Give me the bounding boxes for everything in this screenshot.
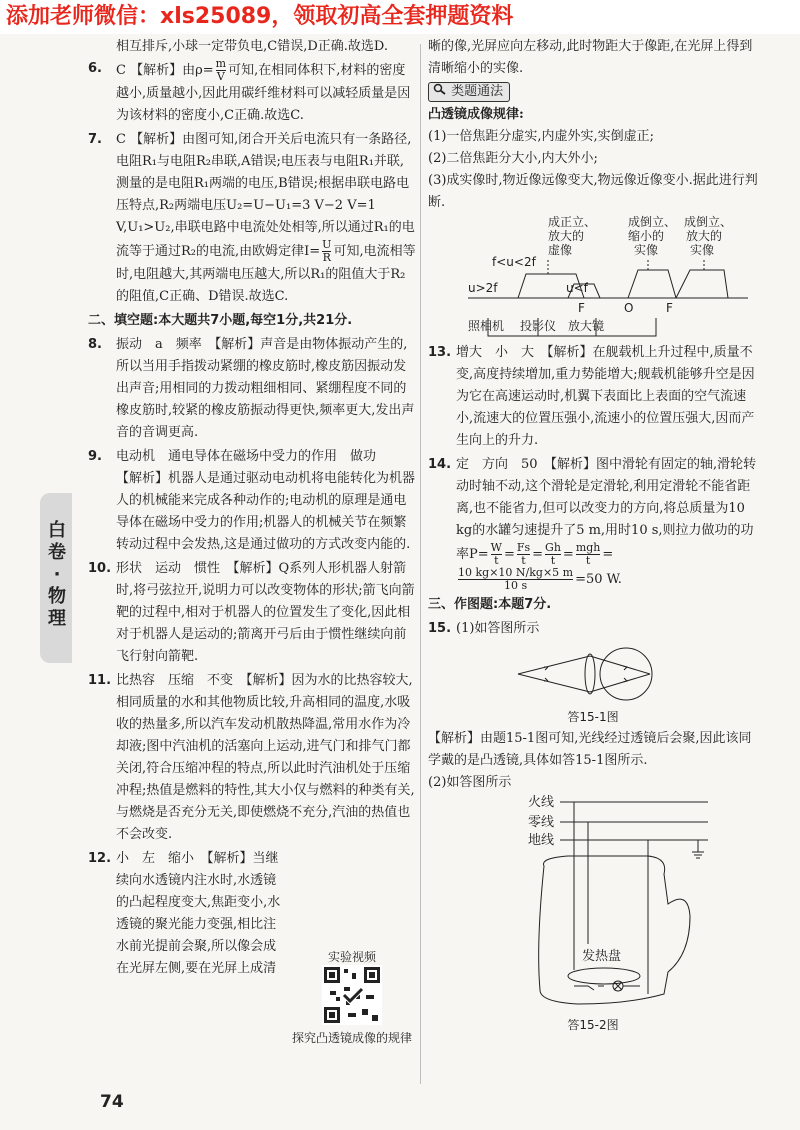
eye-lens-diagram bbox=[428, 642, 758, 706]
question-15 bbox=[428, 618, 758, 640]
q14-f5-den: 10 s bbox=[503, 579, 528, 592]
label-reduced-3: 实像 bbox=[634, 243, 659, 257]
q13-text: 增大 小 大 【解析】在舰载机上升过程中,质量不变,高度持续增加,重力势能增大;舰载机能够升空是因为它在高速运动时,机翼下表面比上表面的空气流速小,流速大的位置压强小,流速小的位置压强大,因而产生向上的升力. bbox=[456, 345, 755, 448]
q6-text-b: 可知,在相同体积下,材料的密度越小,质量越小,因此用碳纤维材料可以减轻质量是因为该材料的密度小,C正确.故选C. bbox=[116, 63, 411, 123]
q14-f1-den: t bbox=[494, 554, 499, 567]
q14-f4-den: t bbox=[585, 554, 591, 567]
label-reduced-1: 成倒立、 bbox=[628, 215, 677, 229]
heater-label: 发热盘 bbox=[582, 949, 622, 964]
question-8 bbox=[88, 334, 416, 444]
question-6 bbox=[88, 58, 416, 127]
tip-line-3: (3)成实像时,物近像远像变大,物远像近像变小.据此进行判断. bbox=[428, 173, 758, 210]
mark-f-right: F bbox=[666, 301, 673, 315]
question-9 bbox=[88, 446, 416, 556]
lens-rule-diagram bbox=[428, 214, 758, 342]
cond-beyond-2f: u>2f bbox=[468, 281, 498, 295]
cond-within-f: u<f bbox=[566, 281, 588, 295]
tip-badge bbox=[428, 82, 510, 102]
mark-f-left: F bbox=[578, 301, 585, 315]
question-13 bbox=[428, 342, 758, 452]
tip-badge-label: 类题通法 bbox=[451, 84, 504, 99]
q14-f4-num: mgh bbox=[575, 541, 601, 554]
cond-between-f-2f: f<u<2f bbox=[492, 255, 536, 269]
q14-frac-1 bbox=[491, 542, 502, 567]
q12-number: 12. bbox=[88, 851, 112, 866]
label-upright-1: 成正立、 bbox=[548, 215, 597, 229]
q6-text-a: C 【解析】由ρ= bbox=[116, 63, 214, 78]
q6-number: 6. bbox=[88, 61, 102, 76]
q14-frac-4 bbox=[576, 542, 601, 567]
q14-f2-num: Fs bbox=[516, 541, 531, 554]
magnifier-icon bbox=[433, 83, 447, 95]
tip-box bbox=[428, 80, 758, 214]
qr-top-label: 实验视频 bbox=[327, 950, 376, 964]
q12-continuation: 晰的像,光屏应向左移动,此时物距大于像距,在光屏上得到清晰缩小的实像. bbox=[428, 39, 753, 76]
caption-15-2: 答15-2图 bbox=[567, 1018, 619, 1032]
q14-frac-3 bbox=[545, 542, 561, 567]
right-column bbox=[428, 36, 758, 1036]
q12-text: 小 左 缩小 【解析】当继续向水透镜内注水时,水透镜的凸起程度变大,焦距变小,水透镜的聚光能力变强,相比注水前光提前会聚,所以像会成在光屏左侧,要在光屏上成清 bbox=[116, 851, 281, 976]
q14-f5-num: 10 kg×10 N/kg×5 m bbox=[458, 566, 574, 579]
label-enlarged-2: 放大的 bbox=[686, 229, 723, 243]
q15-part1: (1)如答图所示 bbox=[456, 621, 540, 636]
q9-analysis: 【解析】机器人是通过驱动电动机将电能转化为机器人的机械能来完成各种动作的;电动机的原理是通电导体在磁场中受力的作用;机器人的机械关节在频繁转动过程中会发热,这是通过做功的方式改变内能的. bbox=[116, 471, 416, 552]
q11-number: 11. bbox=[88, 673, 112, 688]
use-projector: 投影仪 bbox=[520, 319, 557, 333]
q6-fraction bbox=[216, 58, 226, 83]
section-3-heading: 三、作图题:本题7分. bbox=[428, 597, 552, 612]
promo-banner: 添加老师微信：xls25089，领取初高全套押题资料 bbox=[0, 0, 800, 34]
use-magnifier: 放大镜 bbox=[568, 319, 605, 333]
tip-line-1: (1)一倍焦距分虚实,内虚外实,实倒虚正; bbox=[428, 129, 655, 144]
caption-15-1: 答15-1图 bbox=[567, 710, 619, 724]
q6-frac-den: V bbox=[216, 70, 225, 83]
label-upright-3: 虚像 bbox=[548, 243, 573, 257]
label-enlarged-1: 成倒立、 bbox=[684, 215, 733, 229]
wire-live-label: 火线 bbox=[528, 795, 555, 810]
q10-number: 10. bbox=[88, 561, 112, 576]
section-2-heading: 二、填空题:本大题共7小题,每空1分,共21分. bbox=[88, 313, 353, 328]
q14-result: =50 W. bbox=[575, 572, 622, 587]
label-enlarged-3: 实像 bbox=[690, 243, 715, 257]
q15-part2: (2)如答图所示 bbox=[428, 775, 512, 790]
column-divider bbox=[420, 44, 421, 1084]
q6-frac-num: m bbox=[215, 57, 227, 70]
label-upright-2: 放大的 bbox=[548, 229, 585, 243]
q14-f2-den: t bbox=[521, 554, 526, 567]
q7-number: 7. bbox=[88, 132, 102, 147]
q9-number: 9. bbox=[88, 449, 102, 464]
q14-frac-5 bbox=[458, 567, 573, 592]
q15-analysis: 【解析】由题15-1图可知,光线经过透镜后会聚,因此该同学戴的是凸透镜,具体如答15-1图所示. bbox=[428, 731, 752, 768]
wire-ground-label: 地线 bbox=[528, 833, 555, 848]
q14-f3-den: t bbox=[550, 554, 556, 567]
q14-text-a: 定 方向 50 【解析】图中滑轮有固定的轴,滑轮转动时轴不动,这个滑轮是定滑轮,利用定滑轮不能省距离,也不能省力,但可以改变力的方向,将总质量为10 kg的水罐匀速提升了5 m,用时10 s,则拉力做功的功率P= bbox=[456, 457, 757, 562]
q9-answer: 电动机 通电导体在磁场中受力的作用 做功 bbox=[116, 449, 377, 464]
q7-text-a: C 【解析】由图可知,闭合开关后电流只有一条路径,电阻R₁与电阻R₂串联,A错误;电压表与电阻R₁并联,测量的是电阻R₁两端的电压,B错误;根据串联电路电压特点,R₂两端电压U₂=U−U₁=3 V−2 V=1 V,U₁>U₂,串联电路中电流处处相等,所以通过R₁的电流等于通过R₂的电流,由欧姆定律I= bbox=[116, 132, 415, 259]
wire-neutral-label: 零线 bbox=[528, 815, 555, 830]
mark-o: O bbox=[624, 301, 634, 315]
q14-number: 14. bbox=[428, 457, 452, 472]
qr-block bbox=[290, 948, 414, 1046]
qr-code-icon[interactable] bbox=[322, 965, 382, 1025]
qr-bottom-label: 探究凸透镜成像的规律 bbox=[291, 1031, 412, 1045]
q14-f1-num: W bbox=[490, 541, 502, 554]
tip-line-2: (2)二倍焦距分大小,内大外小; bbox=[428, 151, 598, 166]
left-column bbox=[88, 36, 416, 982]
q13-number: 13. bbox=[428, 345, 452, 360]
kettle-circuit-diagram bbox=[428, 794, 758, 1014]
use-camera: 照相机 bbox=[468, 319, 505, 333]
label-reduced-2: 缩小的 bbox=[628, 229, 665, 243]
question-10 bbox=[88, 558, 416, 668]
q7-fraction bbox=[322, 239, 331, 264]
page-number: 74 bbox=[100, 1092, 124, 1112]
question-14: 14. 定 方向 50 【解析】图中滑轮有固定的轴,滑轮转动时轴不动,这个滑轮是定滑轮,利用定滑轮不能省距离,也不能省力,但可以改变力的方向,将总质量为10 kg的水罐匀速提升了5 m,用时10 s,则拉力做功的功率P= $\frac{W}{t}$ = $\frac{Fs}{t}$ = $\frac{Gh}{t}$ = $\frac{\text{mgh}}{t}$ = $\frac{10 kg\times 10 N/kg\times 5 m}{10 s}$ =50 W. bbox=[428, 454, 758, 592]
q7-frac-num: U bbox=[322, 238, 332, 251]
q14-frac-2 bbox=[517, 542, 530, 567]
q7-frac-den: R bbox=[322, 251, 331, 264]
question-11 bbox=[88, 670, 416, 846]
q11-text: 比热容 压缩 不变 【解析】因为水的比热容较大,相同质量的水和其他物质比较,升高相同的温度,水吸收的热量多,所以汽车发动机散热降温,常用水作为冷却液;图中汽油机的活塞向上运动,进气门和排气门都关闭,符合压缩冲程的特点,所以此时汽油机处于压缩冲程;热值是燃料的特性,其大小仅与燃料的种类有关,与燃烧是否充分无关,即使燃烧不充分,汽油的热值也不会改变. bbox=[116, 673, 415, 842]
question-7 bbox=[88, 129, 416, 308]
intro-text: 相互排斥,小球一定带负电,C错误,D正确.故选D. bbox=[116, 39, 388, 54]
q14-f3-num: Gh bbox=[545, 541, 561, 554]
side-tab-label: 白卷·物理 bbox=[48, 520, 66, 629]
q7-text-b: 可知,电流相等时,电阻越大,其两端电压越大,所以R₁的阻值大于R₂的阻值,C正确、D错误.故选C. bbox=[116, 244, 416, 304]
tip-title: 凸透镜成像规律: bbox=[428, 107, 524, 122]
q15-number: 15. bbox=[428, 621, 452, 636]
q8-number: 8. bbox=[88, 337, 102, 352]
q10-text: 形状 运动 惯性 【解析】Q系列人形机器人射箭时,将弓弦拉开,说明力可以改变物体的形状;箭飞向箭靶的过程中,相对于机器人的位置发生了变化,因此相对于机器人是运动的;箭离开弓后由于惯性继续向前飞行射向箭靶. bbox=[116, 561, 415, 664]
q8-text: 振动 a 频率 【解析】声音是由物体振动产生的,所以当用手指拨动紧绷的橡皮筋时,橡皮筋因振动发出声音;用相同的力拨动粗细相同、紧绷程度不同的橡皮筋时,较紧的橡皮筋振动得更快,频率更大,发出声音的音调更高. bbox=[116, 337, 415, 440]
